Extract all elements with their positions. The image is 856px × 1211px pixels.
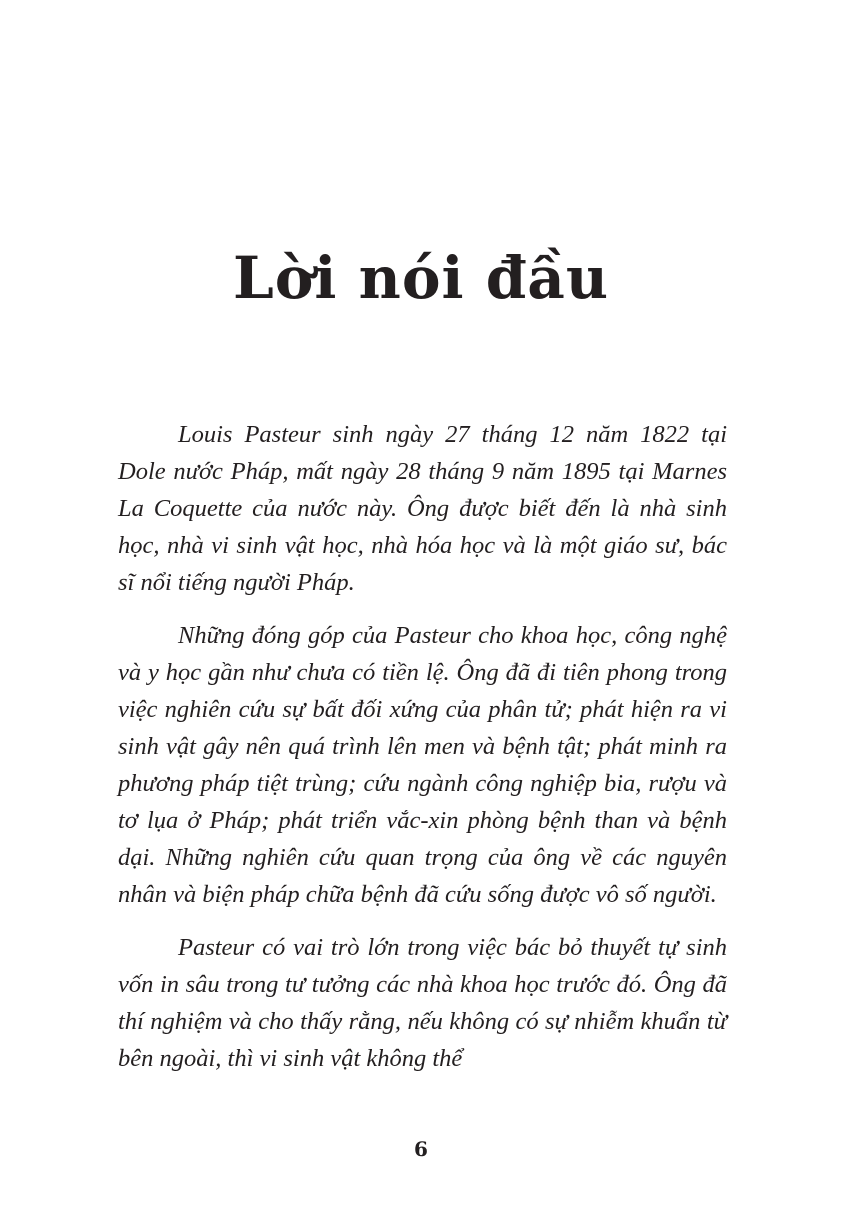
page-title: Lời nói đầu [232, 244, 610, 312]
paragraph-2: Những đóng góp của Pasteur cho khoa học, công nghệ và y học gần như chưa có tiền lệ. Ông đã đi tiên phong trong việc nghiên cứu sự bất đối xứng của phân tử; phát hiện ra vi sinh vật gây nên quá trình lên men và bệnh tật; phát minh ra phương pháp tiệt trùng; cứu ngành công nghiệp bia, rượu và tơ lụa ở Pháp; phát triển vắc-xin phòng bệnh than và bệnh dại. Những nghiên cứu quan trọng của ông về các nguyên nhân và biện pháp chữa bệnh đã cứu sống được vô số người. [118, 622, 727, 908]
page-number: 6 [414, 1137, 428, 1161]
body-text [118, 416, 727, 1093]
paragraph-3: Pasteur có vai trò lớn trong việc bác bỏ thuyết tự sinh vốn in sâu trong tư tưởng các nhà khoa học trước đó. Ông đã thí nghiệm và cho thấy rằng, nếu không có sự nhiễm khuẩn từ bên ngoài, thì vi sinh vật không thể [118, 934, 727, 1072]
paragraph-1: Louis Pasteur sinh ngày 27 tháng 12 năm 1822 tại Dole nước Pháp, mất ngày 28 tháng 9 năm 1895 tại Marnes La Coquette của nước này. Ông được biết đến là nhà sinh học, nhà vi sinh vật học, nhà hóa học và là một giáo sư, bác sĩ nổi tiếng người Pháp. [118, 421, 727, 596]
